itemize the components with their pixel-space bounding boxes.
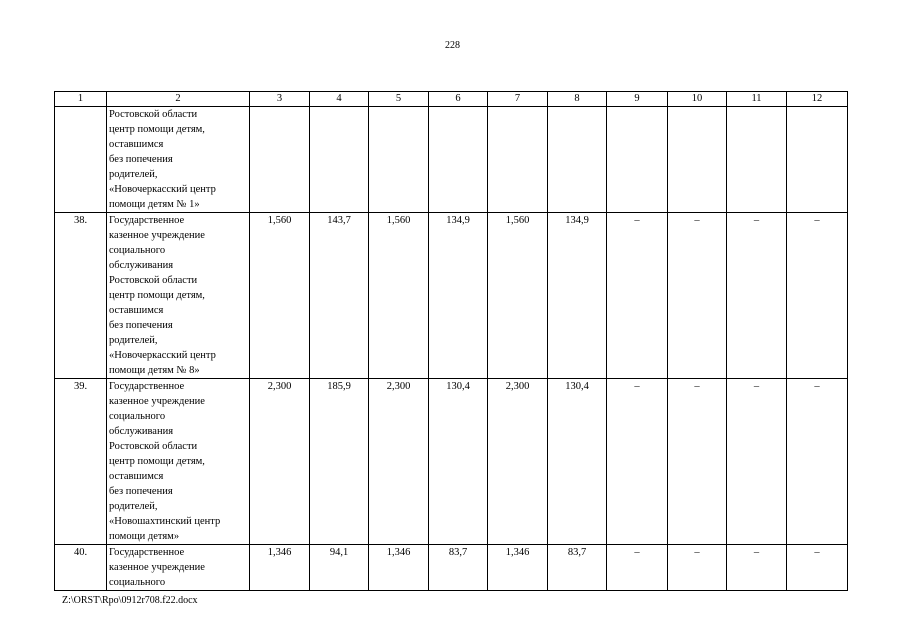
header-cell: 8 [548,92,607,107]
row-number-cell [55,107,107,213]
name-line: родителей, [109,501,158,512]
value-cell: 130,4 [429,379,488,545]
name-line: оставшимся [109,471,164,482]
empty-cell [607,107,668,213]
name-line: помощи детям» [109,531,180,542]
header-cell: 10 [668,92,727,107]
header-cell: 6 [429,92,488,107]
name-line: обслуживания [109,260,174,271]
empty-cell [429,107,488,213]
name-line: «Новочеркасский центр [109,350,216,361]
dash-cell: – [607,545,668,591]
dash-cell: – [668,379,727,545]
table-header-row [55,92,848,107]
name-line: Ростовской области [109,441,198,452]
header-cell: 2 [107,92,250,107]
name-line: родителей, [109,335,158,346]
value-cell: 1,560 [488,213,548,379]
header-cell: 11 [727,92,787,107]
value-cell: 1,560 [369,213,429,379]
continuation-row [55,107,848,213]
table-row [55,545,848,591]
institution-name-cell [107,545,250,591]
institution-name-cell [107,107,250,213]
name-line: Ростовской области [109,109,198,120]
name-line: без попечения [109,320,173,331]
name-line: казенное учреждение [109,396,205,407]
name-line: казенное учреждение [109,562,205,573]
name-line: «Новочеркасский центр [109,184,216,195]
name-line: казенное учреждение [109,230,205,241]
data-table [54,91,848,591]
value-cell: 2,300 [488,379,548,545]
header-cell: 4 [310,92,369,107]
value-cell: 94,1 [310,545,369,591]
dash-cell: – [607,213,668,379]
dash-cell: – [607,379,668,545]
value-cell: 134,9 [429,213,488,379]
table-row [55,379,848,545]
file-path-footer: Z:\ORST\Rpo\0912r708.f22.docx [62,595,198,606]
header-cell: 5 [369,92,429,107]
name-line: «Новошахтинский центр [109,516,221,527]
value-cell: 130,4 [548,379,607,545]
row-number-cell: 40. [55,545,107,591]
header-cell: 12 [787,92,848,107]
dash-cell: – [787,213,848,379]
name-line: оставшимся [109,305,164,316]
name-line: социального [109,411,166,422]
empty-cell [548,107,607,213]
name-line: центр помощи детям, [109,124,205,135]
empty-cell [250,107,310,213]
name-line: Государственное [109,547,185,558]
row-number-cell: 39. [55,379,107,545]
dash-cell: – [668,213,727,379]
value-cell: 2,300 [369,379,429,545]
page-number: 228 [445,40,460,51]
dash-cell: – [727,545,787,591]
dash-cell: – [668,545,727,591]
value-cell: 1,346 [488,545,548,591]
value-cell: 143,7 [310,213,369,379]
name-line: центр помощи детям, [109,456,205,467]
table-row [55,213,848,379]
name-line: помощи детям № 8» [109,365,200,376]
name-line: Ростовской области [109,275,198,286]
value-cell: 134,9 [548,213,607,379]
empty-cell [668,107,727,213]
empty-cell [488,107,548,213]
header-cell: 3 [250,92,310,107]
value-cell: 1,346 [369,545,429,591]
header-cell: 9 [607,92,668,107]
institution-name-cell [107,213,250,379]
dash-cell: – [727,379,787,545]
dash-cell: – [787,379,848,545]
empty-cell [727,107,787,213]
empty-cell [787,107,848,213]
name-line: обслуживания [109,426,174,437]
row-number-cell: 38. [55,213,107,379]
empty-cell [369,107,429,213]
value-cell: 1,346 [250,545,310,591]
empty-cell [310,107,369,213]
name-line: оставшимся [109,139,164,150]
value-cell: 1,560 [250,213,310,379]
name-line: помощи детям № 1» [109,199,200,210]
value-cell: 83,7 [548,545,607,591]
header-cell: 7 [488,92,548,107]
header-cell: 1 [55,92,107,107]
name-line: центр помощи детям, [109,290,205,301]
dash-cell: – [727,213,787,379]
name-line: социального [109,245,166,256]
name-line: Государственное [109,215,185,226]
dash-cell: – [787,545,848,591]
name-line: без попечения [109,154,173,165]
value-cell: 2,300 [250,379,310,545]
value-cell: 185,9 [310,379,369,545]
name-line: Государственное [109,381,185,392]
institution-name-cell [107,379,250,545]
value-cell: 83,7 [429,545,488,591]
name-line: социального [109,577,166,588]
name-line: без попечения [109,486,173,497]
name-line: родителей, [109,169,158,180]
